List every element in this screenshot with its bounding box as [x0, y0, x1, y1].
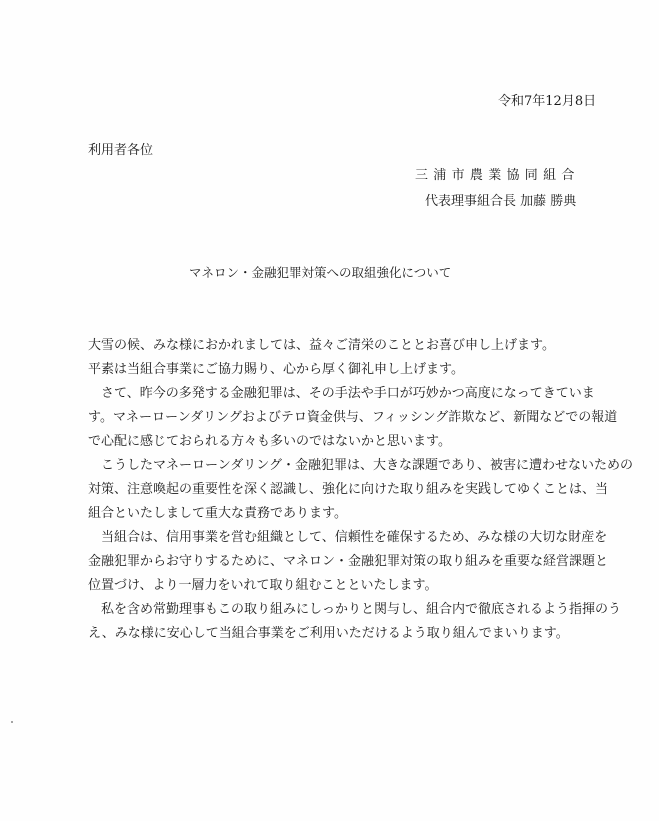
sender-representative: 代表理事組合長 加藤 勝典: [425, 194, 577, 209]
body-line: 金融犯罪からお守りするために、マネロン・金融犯罪対策の取り組みを重要な経営課題と: [88, 554, 609, 569]
body-line: え、みな様に安心して当組合事業をご利用いただけるよう取り組んでまいります。: [88, 626, 569, 641]
addressee: 利用者各位: [88, 143, 154, 158]
body-line: こうしたマネーローンダリング・金融犯罪は、大きな課題であり、被害に遭わせないための: [88, 458, 633, 473]
body-line: 対策、注意喚起の重要性を深く認識し、強化に向けた取り組みを実践してゆくことは、当: [88, 482, 609, 497]
body-line: す。マネーローンダリングおよびテロ資金供与、フィッシング詐欺など、新聞などでの報道: [88, 410, 618, 425]
body-line: 位置づけ、より一層力をいれて取り組むことといたします。: [88, 578, 438, 593]
body-line: 平素は当組合事業にご協力賜り、心から厚く御礼申し上げます。: [88, 362, 464, 377]
body-line: 当組合は、信用事業を営む組織として、信頼性を確保するため、みな様の大切な財産を: [88, 530, 608, 545]
sender-organization: 三浦市農業協同組合: [415, 168, 580, 183]
body-line: さて、昨今の多発する金融犯罪は、その手法や手口が巧妙かつ高度になってきていま: [88, 386, 595, 401]
body-line: 私を含め常勤理事もこの取り組みにしっかりと関与し、組合内で徹底されるよう指揮のう: [88, 602, 622, 617]
body-line: 大雪の候、みな様におかれましては、益々ご清栄のこととお喜び申し上げます。: [88, 338, 555, 353]
letter-date: 令和7年12月8日: [498, 94, 597, 109]
body-line: で心配に感じておられる方々も多いのではないかと思います。: [88, 434, 451, 449]
letter-body: [88, 334, 648, 646]
letter-title: マネロン・金融犯罪対策への取組強化について: [189, 265, 452, 280]
body-line: 組合といたしまして重大な責務であります。: [88, 506, 347, 521]
scan-speck: [11, 721, 13, 723]
